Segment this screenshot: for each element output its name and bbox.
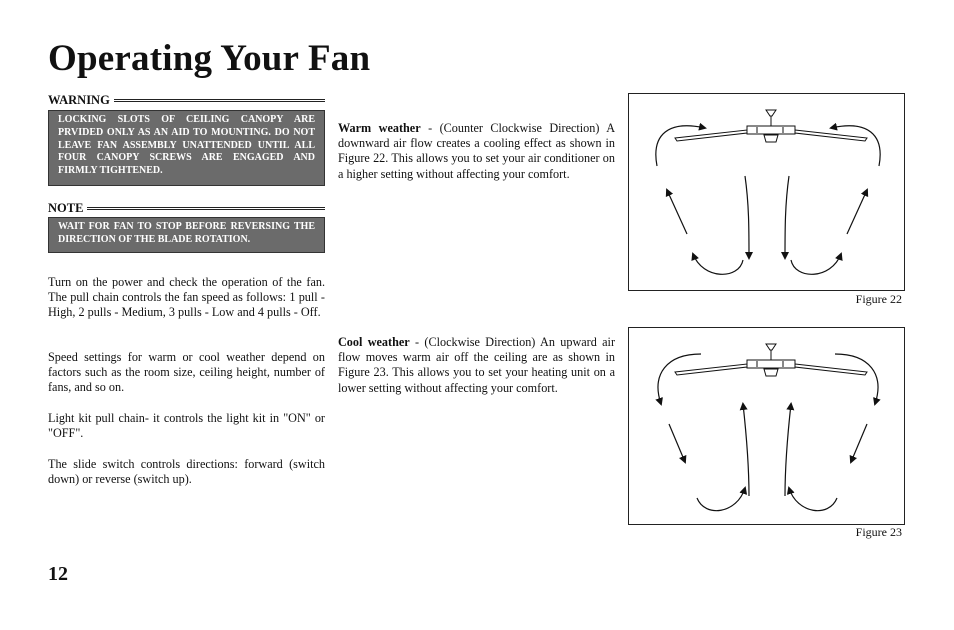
warm-weather-paragraph — [338, 121, 615, 182]
speed-paragraph: Turn on the power and check the operation of the fan. The pull chain controls the fan speed as follows: 1 pull - High, 2 pulls - Medium, 3 pulls - Low and 4 pulls - Off. — [48, 275, 325, 320]
figure-22-caption: Figure 22 — [855, 292, 902, 306]
warm-weather-heading: Warm weather — [338, 121, 421, 135]
figure-23 — [628, 327, 905, 525]
note-rule — [87, 207, 325, 210]
ceiling-fan-icon — [675, 344, 867, 376]
cool-weather-paragraph — [338, 335, 615, 396]
slide-switch-paragraph: The slide switch controls directions: forward (switch down) or reverse (switch up). — [48, 457, 325, 487]
warning-label: WARNING — [48, 93, 110, 107]
note-heading — [48, 201, 325, 216]
cool-weather-text: - (Clockwise Direction) An upward air flow moves warm air off the ceiling are as shown in Figure 23. This allows you to set your heating unit on a lower setting without affecting your comfort. — [338, 335, 616, 395]
cool-weather-heading: Cool weather — [338, 335, 410, 349]
settings-paragraph: Speed settings for warm or cool weather depend on factors such as the room size, ceiling height, number of fans, and so on. — [48, 350, 325, 395]
airflow-arrows — [656, 126, 880, 275]
warning-heading — [48, 93, 325, 108]
warm-weather-text: - (Counter Clockwise Direction) A downward air flow creates a cooling effect as shown in Figure 22. This allows you to set your air conditioner on a higher setting without affecting your comfort. — [338, 121, 615, 181]
note-box: WAIT FOR FAN TO STOP BEFORE REVERSING THE DIRECTION OF THE BLADE ROTATION. — [48, 217, 325, 253]
note-label: NOTE — [48, 201, 84, 215]
page-title: Operating Your Fan — [48, 38, 371, 79]
airflow-arrows — [658, 354, 878, 511]
warning-box: LOCKING SLOTS OF CEILING CANOPY ARE PRVIDED ONLY AS AN AID TO MOUNTING. DO NOT LEAVE FAN ASSEMBLY UNATTENDED UNTIL ALL FOUR CANOPY SCREWS ARE ENGAGED AND FIRMLY TIGHTENED. — [48, 110, 325, 186]
fan-upward-airflow-diagram — [629, 328, 904, 524]
light-kit-paragraph: Light kit pull chain- it controls the light kit in "ON" or "OFF". — [48, 411, 325, 441]
fan-downward-airflow-diagram — [629, 94, 904, 290]
figure-23-caption: Figure 23 — [855, 525, 902, 539]
figure-22 — [628, 93, 905, 291]
warning-rule — [114, 99, 325, 102]
page-number: 12 — [48, 563, 68, 585]
ceiling-fan-icon — [675, 110, 867, 142]
